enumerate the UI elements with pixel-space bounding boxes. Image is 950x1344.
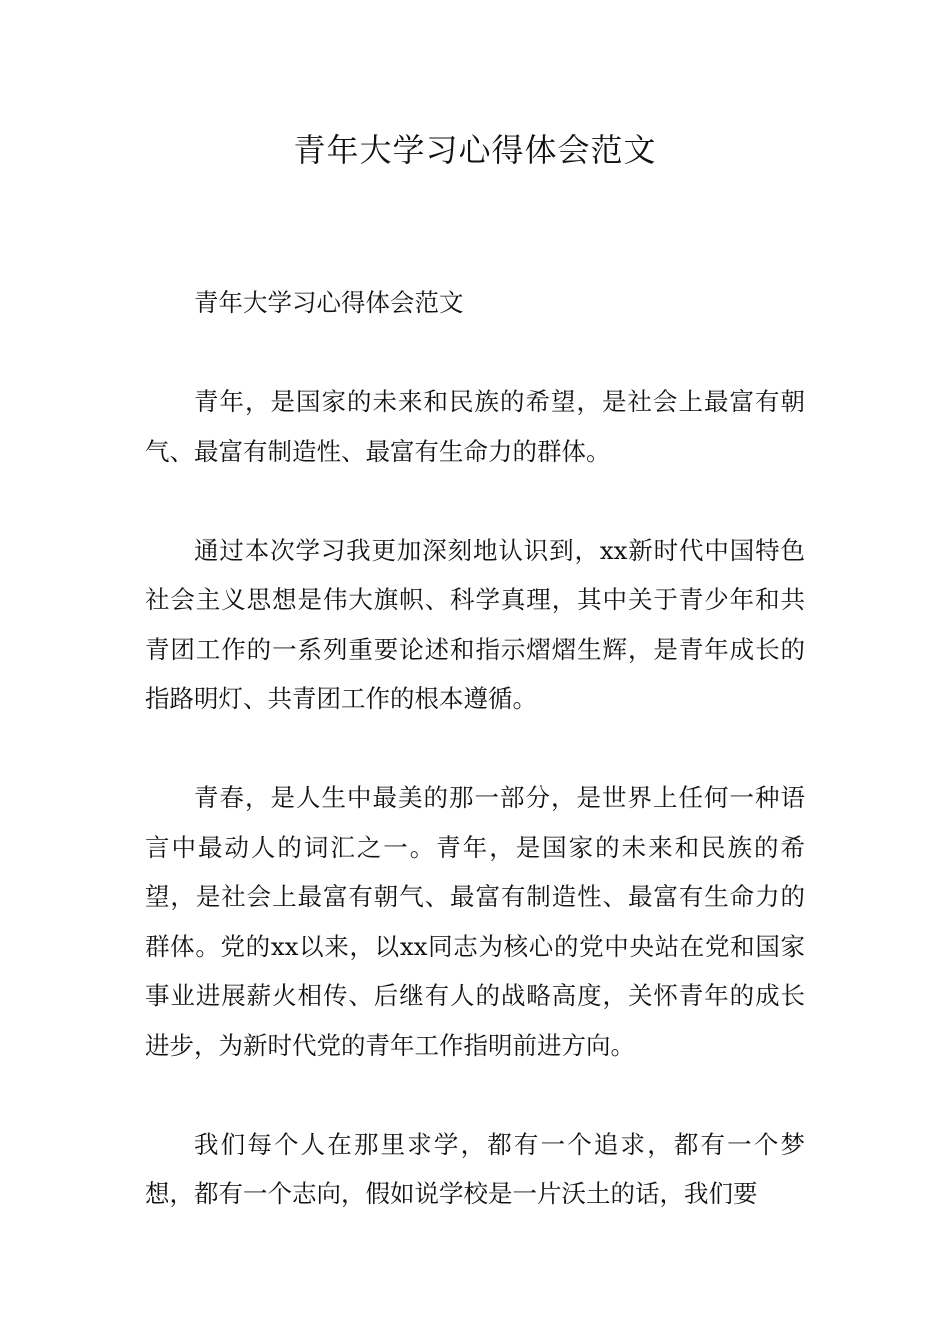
paragraph-subtitle: 青年大学习心得体会范文 [194, 288, 464, 317]
paragraph: 青年，是国家的未来和民族的希望，是社会上最富有朝气、最富有制造性、最富有生命力的群体。 [145, 387, 805, 466]
paragraph: 青春，是人生中最美的那一部分，是世界上任何一种语言中最动人的词汇之一。青年，是国家的未来和民族的希望，是社会上最富有朝气、最富有制造性、最富有生命力的群体。党的xx以来，以xx同志为核心的党中央站在党和国家事业进展薪火相传、后继有人的战略高度，关怀青年的成长进步，为新时代党的青年工作指明前进方向。 [145, 783, 805, 1060]
paragraph: 我们每个人在那里求学，都有一个追求，都有一个梦想，都有一个志向，假如说学校是一片沃土的话，我们要 [145, 1129, 805, 1208]
paragraph: 通过本次学习我更加深刻地认识到，xx新时代中国特色社会主义思想是伟大旗帜、科学真理，其中关于青少年和共青团工作的一系列重要论述和指示熠熠生辉，是青年成长的指路明灯、共青团工作的根本遵循。 [145, 535, 805, 713]
document-title: 青年大学习心得体会范文 [293, 131, 657, 169]
document-body [145, 278, 805, 1268]
